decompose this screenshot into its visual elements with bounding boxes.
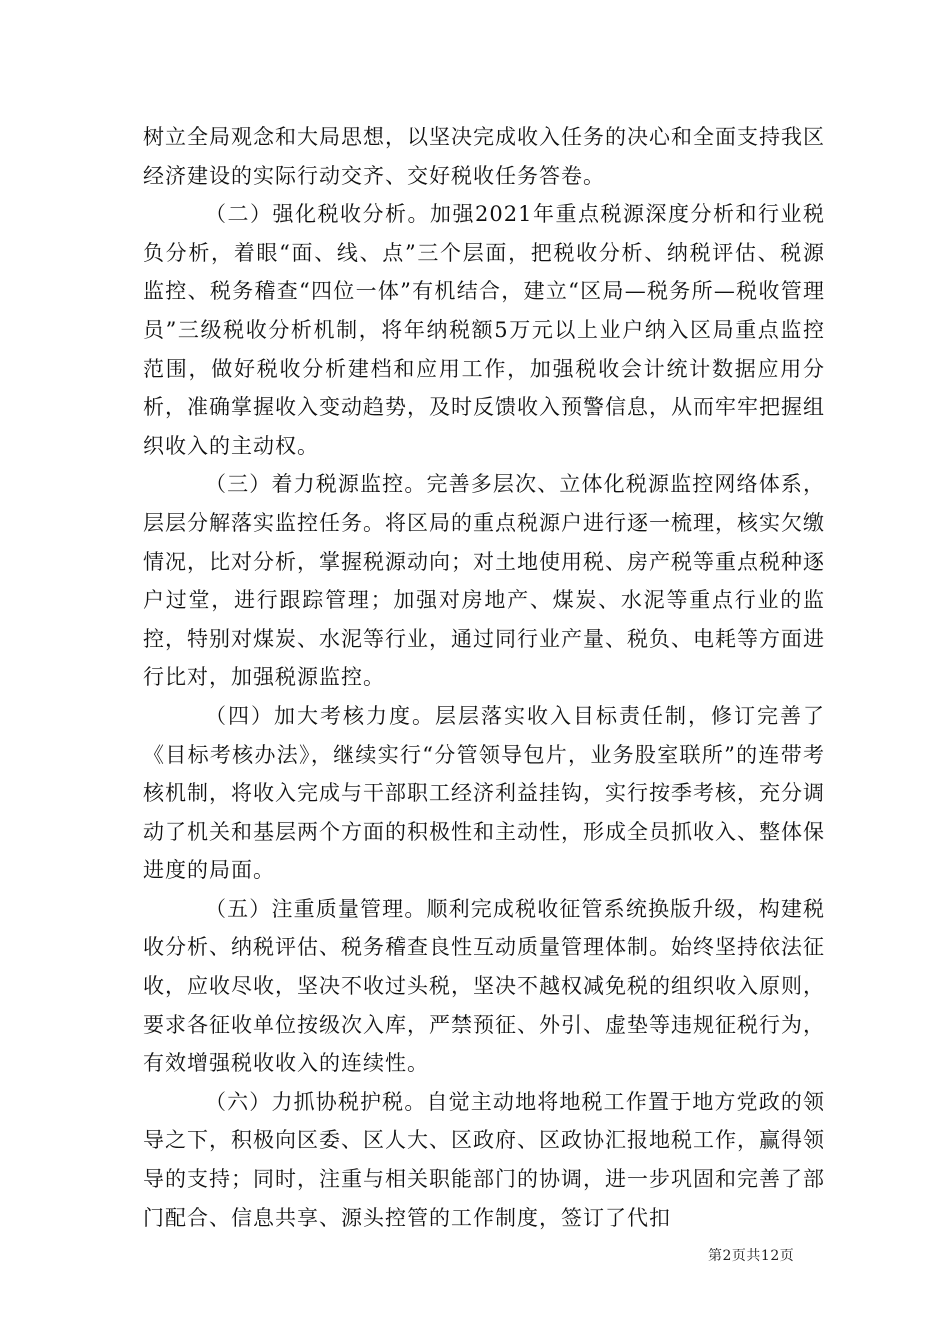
paragraph-continuation: 树立全局观念和大局思想，以坚决完成收入任务的决心和全面支持我区经济建设的实际行动交齐、交好税收任务答卷。 <box>143 125 825 188</box>
document-body <box>143 118 825 1237</box>
paragraph-quality-management: （五）注重质量管理。顺利完成税收征管系统换版升级，构建税收分析、纳税评估、税务稽查良性互动质量管理体制。始终坚持依法征收，应收尽收，坚决不收过头税，坚决不越权减免税的组织收入原则，要求各征收单位按级次入库，严禁预征、外引、虚垫等违规征税行为，有效增强税收收入的连续性。 <box>143 896 825 1076</box>
paragraph-assessment: （四）加大考核力度。层层落实收入目标责任制，修订完善了《目标考核办法》，继续实行“分管领导包片，业务股室联所”的连带考核机制，将收入完成与干部职工经济利益挂钩，实行按季考核，充分调动了机关和基层两个方面的积极性和主动性，形成全员抓收入、整体保进度的局面。 <box>143 703 825 883</box>
paragraph-tax-analysis: （二）强化税收分析。加强2021年重点税源深度分析和行业税负分析，着眼“面、线、点”三个层面，把税收分析、纳税评估、税源监控、税务稽查“四位一体”有机结合，建立“区局—税务所—税收管理员”三级税收分析机制，将年纳税额5万元以上业户纳入区局重点监控范围，做好税收分析建档和应用工作，加强税收会计统计数据应用分析，准确掌握收入变动趋势，及时反馈收入预警信息，从而牢牢把握组织收入的主动权。 <box>143 202 825 458</box>
page-number-footer: 第2页共12页 <box>708 1248 795 1264</box>
paragraph-tax-assistance: （六）力抓协税护税。自觉主动地将地税工作置于地方党政的领导之下，积极向区委、区人大、区政府、区政协汇报地税工作，赢得领导的支持；同时，注重与相关职能部门的协调，进一步巩固和完善了部门配合、信息共享、源头控管的工作制度，签订了代扣 <box>143 1089 825 1230</box>
paragraph-tax-source-monitoring: （三）着力税源监控。完善多层次、立体化税源监控网络体系，层层分解落实监控任务。将区局的重点税源户进行逐一梳理，核实欠缴情况，比对分析，掌握税源动向；对土地使用税、房产税等重点税种逐户过堂，进行跟踪管理；加强对房地产、煤炭、水泥等重点行业的监控，特别对煤炭、水泥等行业，通过同行业产量、税负、电耗等方面进行比对，加强税源监控。 <box>143 472 825 690</box>
